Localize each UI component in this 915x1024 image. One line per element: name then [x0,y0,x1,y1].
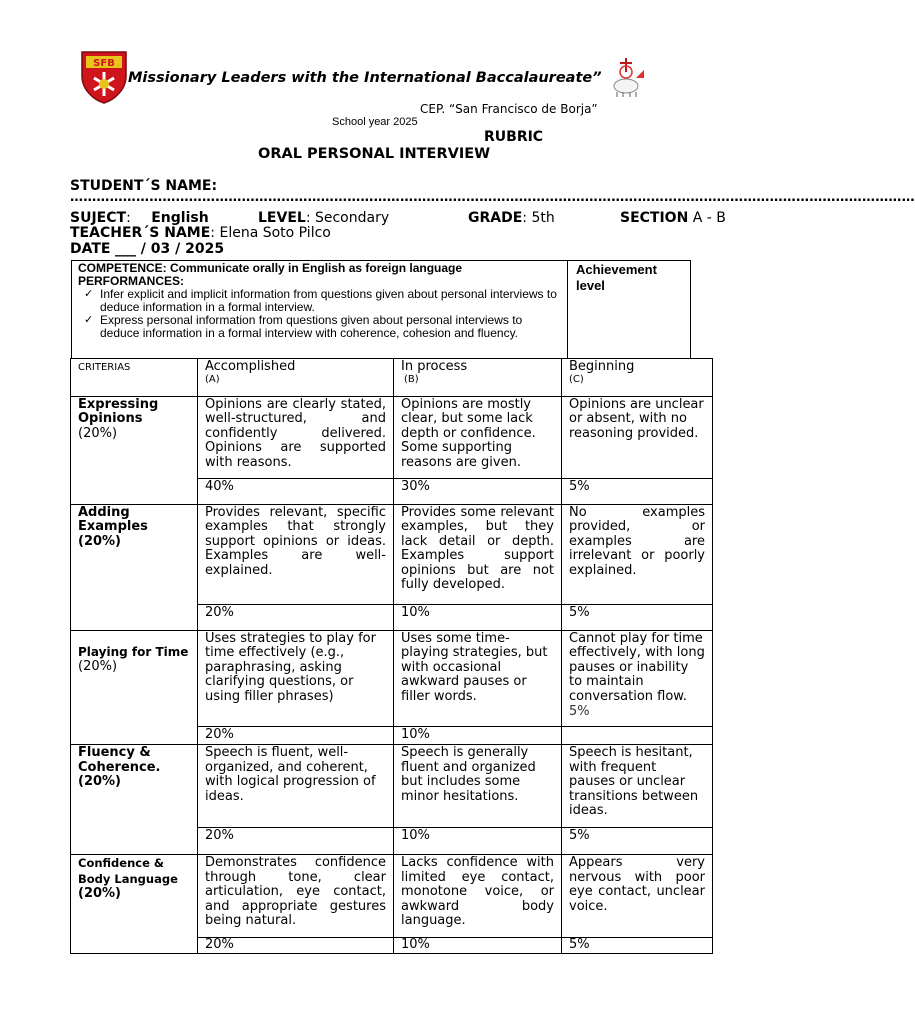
svg-text:SFB: SFB [93,58,115,69]
beginning-desc: Appears very nervous with poor eye contact, unclear voice. [562,855,713,938]
in-process-desc: Opinions are mostly clear, but some lack depth or confidence. Some supporting reasons are given. [394,397,562,479]
score-cell[interactable]: 40% [198,479,394,505]
table-header-row [71,359,713,397]
rubric-table [70,358,713,954]
accomplished-desc: Opinions are clearly stated, well-structured, and confidently delivered. Opinions are supported with reasons. [198,397,394,479]
subject-value: English [151,210,209,226]
level-field: LEVEL: Secondary [258,210,390,226]
student-name-label: STUDENT´S NAME: [70,178,218,194]
level-value: Secondary [314,210,390,226]
beginning-desc: Opinions are unclear or absent, with no reasoning provided. [562,397,713,479]
in-process-desc: Uses some time-playing strategies, but with occasional awkward pauses or filler words. [394,631,562,727]
score-cell[interactable]: 5% [562,828,713,855]
accomplished-desc: Speech is fluent, well-organized, and coherent, with logical progression of ideas. [198,745,394,828]
table-row [71,745,713,828]
score-cell[interactable]: 20% [198,938,394,954]
score-cell[interactable]: 20% [198,828,394,855]
performances-list [78,288,561,340]
accomplished-desc: Uses strategies to play for time effectively (e.g., paraphrasing, asking clarifying questions, or using filler phrases) [198,631,394,727]
score-cell[interactable]: 5% [562,938,713,954]
beginning-desc: Speech is hesitant, with frequent pauses or unclear transitions between ideas. [562,745,713,828]
school-name: CEP. “San Francisco de Borja” [420,102,598,116]
accomplished-desc: Provides relevant, specific examples that strongly support opinions or ideas. Examples are well-explained. [198,505,394,605]
grade-label: GRADE [468,210,523,226]
in-process-desc: Lacks confidence with limited eye contact, monotone voice, or awkward body language. [394,855,562,938]
in-process-desc: Speech is generally fluent and organized but includes some minor hesitations. [394,745,562,828]
score-cell[interactable]: 5% [562,727,713,745]
school-logo [80,50,128,104]
page-title: RUBRIC [484,129,544,145]
school-motto: Missionary Leaders with the International Baccalaureate” [128,70,602,86]
in-process-header: In process (B) [394,359,562,397]
page-subtitle: ORAL PERSONAL INTERVIEW [258,146,491,162]
in-process-desc: Provides some relevant examples, but they lack detail or depth. Examples support opinions but are not fully developed. [394,505,562,605]
section-value: A - B [692,210,726,226]
table-row [71,631,713,727]
table-row [71,505,713,605]
section-label: SECTION [620,210,689,226]
teacher-label: TEACHER´S NAME [70,225,211,241]
subject-label: SUJECT [70,210,127,226]
score-cell[interactable]: 20% [198,727,394,745]
criteria-header: CRITERIAS [71,359,198,397]
accomplished-desc: Demonstrates confidence through tone, clear articulation, eye contact, and appropriate gestures being natural. [198,855,394,938]
performances-label: PERFORMANCES: [78,274,185,288]
score-cell[interactable]: 5% [562,479,713,505]
table-row [71,397,713,479]
teacher-value: Elena Soto Pilco [219,225,331,241]
competence-title: COMPETENCE: Communicate orally in English as foreign language [78,261,463,275]
criteria-cell: Fluency & Coherence. (20%) [71,745,198,855]
beginning-desc: No examples provided, or examples are irrelevant or poorly explained. [562,505,713,605]
criteria-cell: Playing for Time (20%) [71,631,198,745]
grade-value: 5th [531,210,555,226]
beginning-header: Beginning (C) [562,359,713,397]
section-field [620,210,726,226]
school-year: School year 2025 [332,116,418,128]
lamb-emblem-icon [606,56,646,98]
date-value[interactable]: ___ / 03 / 2025 [114,241,225,257]
score-cell[interactable]: 5% [562,605,713,631]
date-field [70,241,224,257]
score-cell[interactable]: 10% [394,605,562,631]
score-cell[interactable]: 30% [394,479,562,505]
level-label: LEVEL [258,210,306,226]
accomplished-header: Accomplished (A) [198,359,394,397]
student-name-line[interactable]: ………………………………………………………………………………………………………………………………………………………………………… [70,190,915,205]
beginning-desc: Cannot play for time effectively, with long pauses or inability to maintain conversation flow. [562,631,713,727]
competence-box [71,260,567,358]
criteria-cell: Confidence & Body Language (20%) [71,855,198,954]
subject-field: SUJECT: English [70,210,209,226]
teacher-field: TEACHER´S NAME: Elena Soto Pilco [70,225,331,241]
grade-field: GRADE: 5th [468,210,555,226]
table-row [71,855,713,938]
score-cell[interactable]: 20% [198,605,394,631]
score-cell[interactable]: 10% [394,938,562,954]
performance-item: ✓ Infer explicit and implicit information from questions given about personal interviews to deduce information in a formal interview. [100,288,561,314]
criteria-cell: Adding Examples (20%) [71,505,198,631]
date-label: DATE [70,241,111,257]
score-cell[interactable]: 10% [394,727,562,745]
score-cell[interactable]: 10% [394,828,562,855]
performance-item: ✓ Express personal information from questions given about personal interviews to deduce information in a formal interview with coherence, cohesion and fluency. [100,314,561,340]
criteria-cell: Expressing Opinions (20%) [71,397,198,505]
achievement-level-box: Achievement level [567,260,691,358]
